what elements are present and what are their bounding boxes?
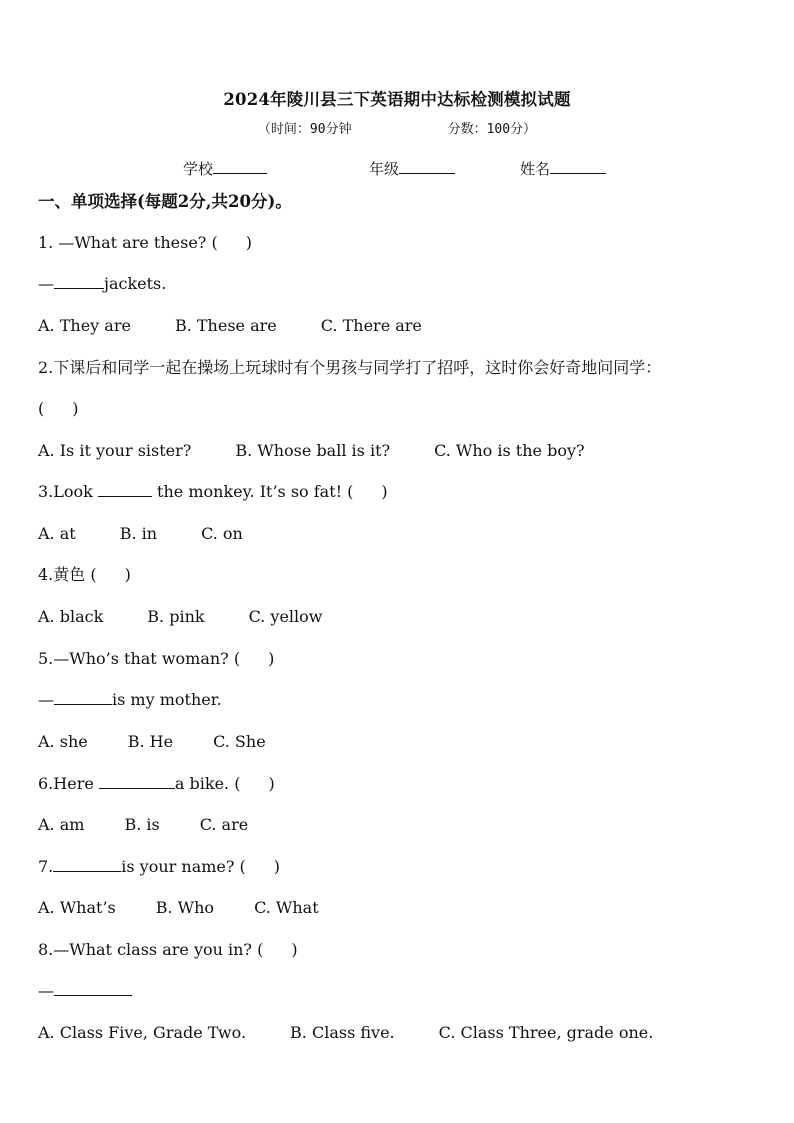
question-3: 3.Look the monkey. It’s so fat! ( ) (38, 482, 388, 501)
question-2: 2.下课后和同学一起在操场上玩球时有个男孩与同学打了招呼，这时你会好奇地问同学： (38, 358, 662, 377)
name-blank[interactable] (550, 159, 606, 174)
option-b[interactable]: B. He (127, 732, 174, 751)
option-b[interactable]: B. in (119, 524, 158, 543)
question-2-paren: ( ) (38, 399, 79, 418)
option-b[interactable]: B. Whose ball is it? (235, 441, 391, 460)
option-b[interactable]: B. Class five. (290, 1023, 395, 1042)
question-4-options (38, 606, 363, 628)
answer-blank[interactable] (99, 774, 175, 789)
answer-blank[interactable] (54, 690, 112, 705)
option-a[interactable]: A. They are (38, 316, 131, 335)
option-b[interactable]: B. pink (147, 607, 205, 626)
question-5-options (38, 731, 306, 753)
total-score: 分数：100分） (447, 122, 537, 137)
section-heading: 一、单项选择(每题2分,共20分)。 (38, 192, 292, 211)
question-1: 1. —What are these? ( ) (38, 233, 252, 252)
option-c[interactable]: C. yellow (248, 607, 323, 626)
question-7: 7. is your name? ( ) (38, 857, 281, 876)
question-3-options (38, 523, 283, 545)
question-8-answer: — (38, 980, 132, 1002)
answer-blank[interactable] (54, 981, 132, 996)
question-2-options (38, 440, 625, 462)
option-a[interactable]: A. at (38, 524, 76, 543)
option-a[interactable]: A. Is it your sister? (38, 441, 192, 460)
grade-blank[interactable] (399, 159, 455, 174)
option-c[interactable]: C. Who is the boy? (434, 441, 585, 460)
option-a[interactable]: A. What’s (38, 898, 116, 917)
option-c[interactable]: C. Class Three, grade one. (438, 1023, 654, 1042)
option-c[interactable]: C. on (201, 524, 243, 543)
option-a[interactable]: A. black (38, 607, 104, 626)
option-a[interactable]: A. am (38, 815, 85, 834)
question-8-options (38, 1022, 693, 1044)
question-6-options (38, 814, 288, 836)
option-c[interactable]: C. What (254, 898, 319, 917)
time-limit: （时间：90分钟 (257, 122, 352, 137)
option-b[interactable]: B. These are (174, 316, 277, 335)
question-1-answer: — jackets. (38, 274, 167, 293)
exam-meta (0, 118, 794, 137)
school-blank[interactable] (213, 159, 267, 174)
option-c[interactable]: C. There are (320, 316, 422, 335)
question-6: 6.Here a bike. ( ) (38, 774, 275, 793)
option-a[interactable]: A. Class Five, Grade Two. (38, 1023, 247, 1042)
name-field: 姓名 (520, 158, 606, 179)
option-c[interactable]: C. She (213, 732, 266, 751)
answer-blank[interactable] (98, 482, 152, 497)
option-a[interactable]: A. she (38, 732, 88, 751)
answer-blank[interactable] (53, 857, 121, 872)
option-b[interactable]: B. is (124, 815, 160, 834)
question-5-answer: — is my mother. (38, 690, 222, 709)
student-info (0, 158, 794, 180)
grade-field: 年级 (369, 158, 455, 179)
answer-blank[interactable] (54, 274, 104, 289)
option-b[interactable]: B. Who (155, 898, 215, 917)
question-7-options (38, 897, 359, 919)
question-5: 5.—Who’s that woman? ( ) (38, 649, 275, 668)
option-c[interactable]: C. are (199, 815, 249, 834)
question-4: 4.黄色 ( ) (38, 565, 131, 584)
school-field: 学校 (183, 158, 267, 179)
question-8: 8.—What class are you in? ( ) (38, 940, 298, 959)
exam-title: 2024年陵川县三下英语期中达标检测模拟试题 (223, 90, 571, 109)
question-1-options (38, 315, 462, 337)
